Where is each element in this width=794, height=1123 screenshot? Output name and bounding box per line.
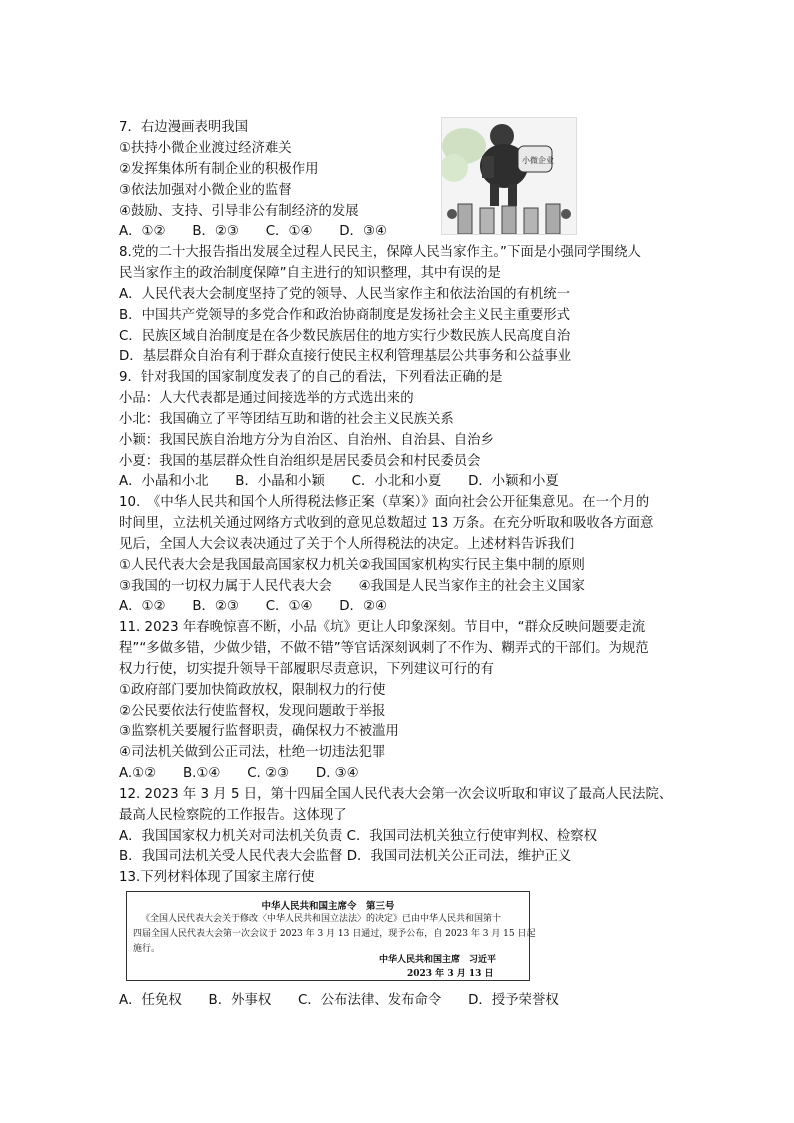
q11-option-1: ①政府部门要加快简政放权，限制权力的行使 bbox=[119, 683, 386, 698]
q8-option-b: B．中国共产党领导的多党合作和政治协商制度是发扬社会主义民主重要形式 bbox=[119, 308, 571, 323]
q11-option-4: ④司法机关做到公正司法，杜绝一切违法犯罪 bbox=[119, 745, 386, 760]
q13-stem: 13.下列材料体现了国家主席行使 bbox=[119, 870, 315, 885]
q11-choices: A.①② B.①④ C. ②③ D. ③④ bbox=[119, 766, 359, 781]
decree-text-line-1: 《全国人民代表大会关于修改〈中华人民共和国立法法〉的决定》已由中华人民共和国第十 bbox=[141, 914, 502, 924]
q10-stem-line-1: 10. 《中华人民共和国个人所得税法修正案（草案）》面向社会公开征集意见。在一个月的 bbox=[119, 495, 650, 510]
decree-signature: 中华人民共和国主席 习近平 bbox=[379, 955, 497, 965]
q7-option-1: ①扶持小微企业渡过经济难关 bbox=[119, 141, 292, 156]
q11-stem-line-3: 权力行使，切实提升领导干部履职尽责意识，下列建议可行的有 bbox=[119, 662, 494, 677]
q11-option-3: ③监察机关要履行监督职责，确保权力不被滥用 bbox=[119, 724, 399, 739]
q11-option-2: ②公民要依法行使监督权，发现问题敢于举报 bbox=[119, 704, 386, 719]
q9-choices: A．小晶和小北 B．小晶和小颖 C．小北和小夏 D．小颖和小夏 bbox=[119, 474, 559, 489]
q13-choices: A．任免权 B．外事权 C．公布法律、发布命令 D．授予荣誉权 bbox=[119, 993, 559, 1008]
q8-option-a: A．人民代表大会制度坚持了党的领导、人民当家作主和依法治国的有机统一 bbox=[119, 287, 571, 302]
decree-date: 2023 年 3 月 13 日 bbox=[407, 969, 494, 979]
q9-statement-2: 小北：我国确立了平等团结互助和谐的社会主义民族关系 bbox=[119, 412, 454, 427]
q8-option-c: C．民族区域自治制度是在各少数民族居住的地方实行少数民族人民高度自治 bbox=[119, 329, 571, 344]
q10-options-row-1: ①人民代表大会是我国最高国家权力机关②我国国家机构实行民主集中制的原则 bbox=[119, 558, 585, 573]
q9-statement-4: 小夏：我国的基层群众性自治组织是居民委员会和村民委员会 bbox=[119, 454, 481, 469]
q12-options-row-2: B．我国司法机关受人民代表大会监督 D．我国司法机关公正司法，维护正义 bbox=[119, 849, 572, 864]
cartoon-label: 小微企业 bbox=[522, 156, 554, 165]
q10-choices: A．①② B．②③ C．①④ D．②④ bbox=[119, 599, 387, 614]
decree-text-line-2: 四届全国人民代表大会第一次会议于 2023 年 3 月 13 日通过，现予公布，自 2023 年 3 月 15 日起 bbox=[133, 929, 536, 939]
q9-statement-3: 小颖：我国民族自治地方分为自治区、自治州、自治县、自治乡 bbox=[119, 433, 494, 448]
q10-stem-line-2: 时间里，立法机关通过网络方式收到的意见总数超过 13 万条。在充分听取和吸收各方面意 bbox=[119, 516, 654, 531]
q7-stem: 7．右边漫画表明我国 bbox=[119, 120, 249, 135]
q10-options-row-2: ③我国的一切权力属于人民代表大会 ④我国是人民当家作主的社会主义国家 bbox=[119, 579, 585, 594]
q7-option-3: ③依法加强对小微企业的监督 bbox=[119, 183, 292, 198]
cartoon-drawing bbox=[442, 118, 576, 234]
decree-title: 中华人民共和国主席令 第三号 bbox=[261, 901, 395, 912]
q9-statement-1: 小品：人大代表都是通过间接选举的方式选出来的 bbox=[119, 391, 414, 406]
q12-stem-line-2: 最高人民检察院的工作报告。这体现了 bbox=[119, 808, 347, 823]
cartoon-image bbox=[441, 117, 577, 235]
q12-stem-line-1: 12. 2023 年 3 月 5 日，第十四届全国人民代表大会第一次会议听取和审议了最高人民法院、 bbox=[119, 787, 673, 802]
decree-text-line-3: 施行。 bbox=[133, 944, 161, 954]
q7-option-2: ②发挥集体所有制企业的积极作用 bbox=[119, 162, 319, 177]
q9-stem: 9．针对我国的国家制度发表了的自己的看法，下列看法正确的是 bbox=[119, 370, 503, 385]
q8-stem-line-2: 民当家作主的政治制度保障”自主进行的知识整理，其中有误的是 bbox=[119, 266, 501, 281]
q8-option-d: D．基层群众自治有利于群众直接行使民主权利管理基层公共事务和公益事业 bbox=[119, 349, 572, 364]
q12-options-row-1: A．我国国家权力机关对司法机关负责 C．我国司法机关独立行使审判权、检察权 bbox=[119, 829, 598, 844]
q11-stem-line-2: 程”“多做多错，少做少错，不做不错”等官话深刻讽刺了不作为、糊弄式的干部们。为规范 bbox=[119, 641, 649, 656]
q11-stem-line-1: 11. 2023 年春晚惊喜不断，小品《坑》更让人印象深刻。节目中，“群众反映问题要走流 bbox=[119, 620, 646, 635]
q8-stem-line-1: 8.党的二十大报告指出发展全过程人民民主，保障人民当家作主。”下面是小强同学围绕人 bbox=[119, 245, 641, 260]
presidential-decree-image bbox=[126, 891, 536, 981]
q7-choices: A．①② B．②③ C．①④ D．③④ bbox=[119, 224, 387, 239]
q10-stem-line-3: 见后，全国人大会议表决通过了关于个人所得税法的决定。上述材料告诉我们 bbox=[119, 537, 575, 552]
q7-option-4: ④鼓励、支持、引导非公有制经济的发展 bbox=[119, 204, 359, 219]
